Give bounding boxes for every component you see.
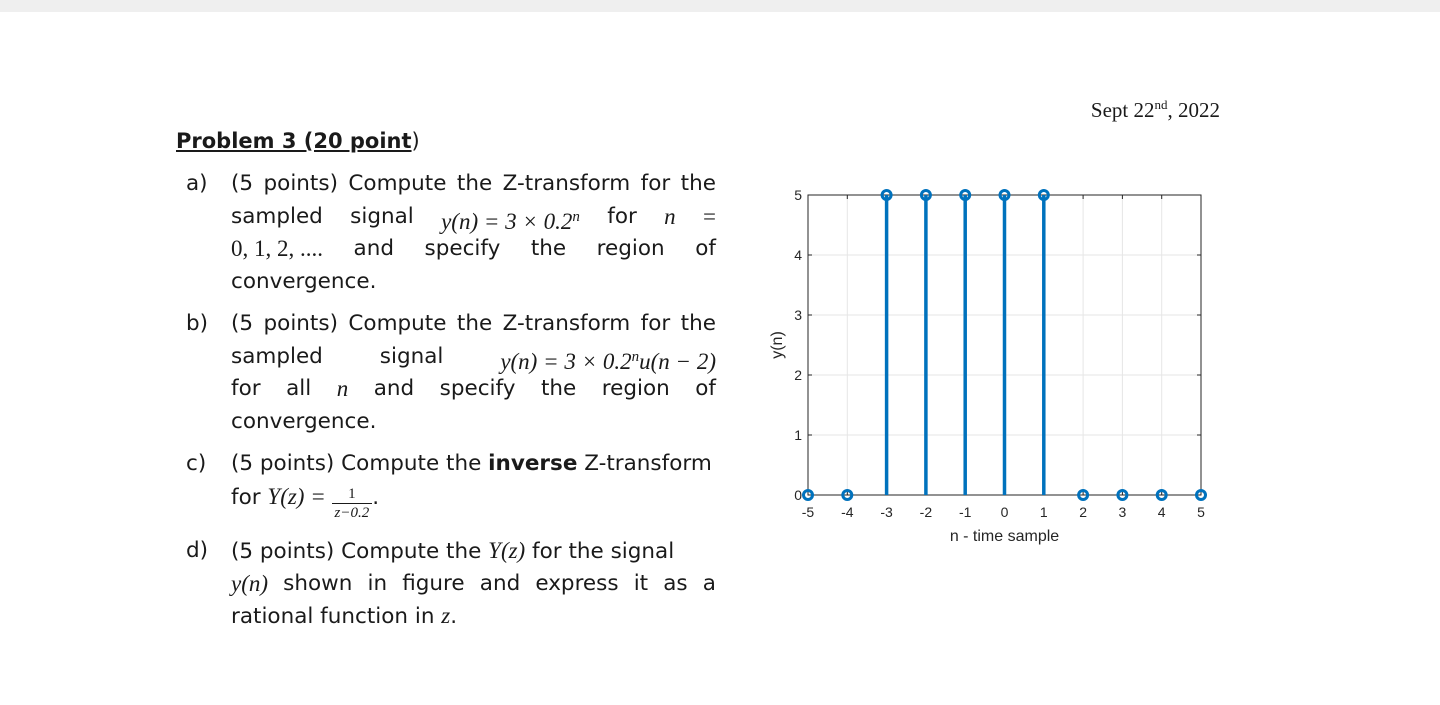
question-d-line-1 [231, 535, 716, 568]
question-a-body [231, 168, 716, 298]
math-superscript: n [572, 208, 580, 225]
word: and [353, 236, 394, 261]
word: figure [402, 570, 465, 596]
word: region [601, 376, 670, 401]
y-tick-label: 5 [794, 187, 802, 203]
word: it [633, 570, 649, 596]
question-a-line-4: convergence. [231, 268, 377, 294]
question-d-line-2 [231, 568, 716, 601]
question-a-line-2 [231, 201, 716, 234]
word: signal [350, 203, 414, 229]
y-tick-label: 4 [794, 247, 802, 263]
x-tick-label: 1 [1039, 504, 1048, 520]
question-b-line-1 [231, 308, 716, 341]
x-tick-label: -2 [919, 504, 933, 520]
word: Z-transform [502, 311, 631, 336]
math-variable: z [441, 603, 451, 628]
problem-title-main: Problem 3 (20 point [176, 129, 412, 153]
word: specify [424, 236, 501, 261]
word: region [596, 236, 665, 261]
word: the [530, 236, 567, 261]
word: and [373, 376, 415, 401]
y-axis-label: y(n) [769, 331, 786, 359]
word: signal [379, 343, 444, 369]
y-tick-label: 3 [794, 307, 802, 323]
y-tick-label: 2 [794, 367, 802, 383]
word: in [367, 570, 388, 596]
question-a-line-1 [231, 168, 716, 201]
text: for the signal [525, 539, 675, 564]
question-b-line-2 [231, 341, 716, 374]
x-tick-label: -1 [958, 504, 972, 520]
fraction [332, 485, 373, 522]
math: y(n) = 3 × 0.2 [500, 348, 632, 374]
word: Compute [348, 171, 447, 196]
y-tick-label: 1 [794, 427, 802, 443]
question-a-marker: a) [186, 171, 208, 196]
word: for [607, 203, 637, 229]
text: for [231, 484, 268, 510]
text: (5 points) Compute the [231, 539, 489, 564]
date-header [1040, 98, 1220, 123]
word: of [695, 376, 716, 401]
math: y(n) [231, 570, 269, 596]
problem-title [176, 129, 420, 153]
math-variable: n [664, 203, 676, 229]
x-tick-label: 2 [1079, 504, 1087, 520]
word: shown [283, 570, 353, 596]
math: u(n − 2) [639, 348, 716, 374]
x-tick-label: 3 [1118, 504, 1127, 520]
problem-title-close: ) [411, 129, 420, 153]
question-b-line-3 [231, 373, 716, 406]
word: the [680, 311, 716, 336]
question-d-marker: d) [186, 538, 209, 563]
x-tick-label: -5 [801, 504, 815, 520]
question-c-line-2 [231, 481, 716, 521]
stem-plot [760, 180, 1230, 560]
question-d-line-3 [231, 600, 716, 633]
word: the [456, 171, 493, 196]
math: y(n) = 3 × 0.2 [441, 208, 573, 234]
word: Z-transform [502, 171, 631, 196]
emphasis-inverse: inverse [488, 451, 578, 476]
math: Y(z) [488, 538, 526, 563]
word: points) [263, 311, 338, 336]
word: specify [439, 376, 516, 401]
word: for [640, 171, 671, 196]
question-d-body [231, 535, 716, 633]
word: for [640, 311, 671, 336]
question-c-line-1 [231, 448, 716, 481]
x-tick-label: 4 [1157, 504, 1166, 520]
word: the [456, 311, 493, 336]
fraction-denominator: z−0.2 [334, 504, 370, 521]
math: Y(z) = [267, 483, 332, 509]
word: for [231, 376, 261, 401]
x-tick-label: -4 [841, 504, 854, 520]
date-month-day: Sept 22 [1090, 98, 1155, 122]
word: sampled [231, 203, 323, 229]
word: express [535, 570, 619, 596]
word: sampled [231, 343, 323, 369]
math-variable: n [336, 376, 349, 401]
word: the [680, 171, 716, 196]
text: rational function in [231, 604, 442, 629]
word: as [663, 570, 688, 596]
math-expression [500, 341, 716, 374]
x-tick-label: 0 [1000, 504, 1009, 520]
math-sequence: 0, 1, 2, .... [231, 236, 323, 261]
date-year: , 2022 [1167, 98, 1220, 122]
word: Compute [348, 311, 447, 336]
word: (5 [231, 311, 254, 336]
question-b-line-4: convergence. [231, 408, 377, 434]
math-expression [441, 201, 580, 234]
fraction-numerator: 1 [332, 485, 373, 504]
math-superscript: n [631, 348, 640, 365]
question-b-body [231, 308, 716, 438]
word: a [702, 570, 716, 596]
question-a-line-3 [231, 233, 716, 266]
word: points) [263, 171, 338, 196]
text: . [450, 604, 458, 629]
date-suffix: nd [1154, 97, 1168, 112]
word: of [695, 236, 716, 261]
question-c-body [231, 448, 716, 521]
x-tick-label: 5 [1197, 504, 1205, 520]
word: and [479, 570, 521, 596]
word: the [540, 376, 577, 401]
question-b-marker: b) [186, 311, 209, 336]
word: all [286, 376, 312, 401]
y-tick-label: 0 [794, 487, 802, 503]
question-c-marker: c) [186, 451, 207, 476]
word: (5 [231, 171, 254, 196]
x-axis-label: n - time sample [949, 528, 1060, 545]
text: (5 points) Compute the [231, 451, 489, 476]
x-tick-label: -3 [880, 504, 893, 520]
math-equals: = [702, 203, 716, 229]
text: . [372, 484, 380, 510]
top-bar [0, 0, 1440, 12]
text: Z-transform [577, 451, 712, 476]
